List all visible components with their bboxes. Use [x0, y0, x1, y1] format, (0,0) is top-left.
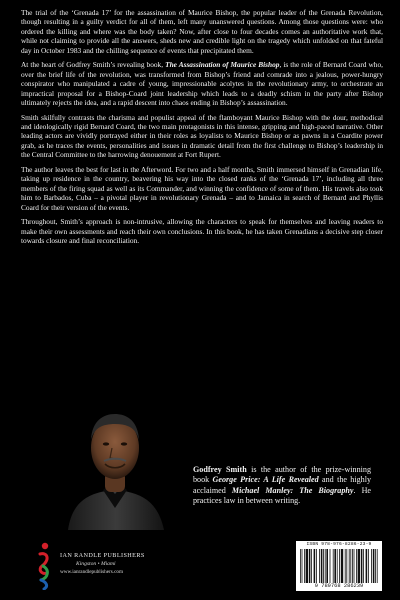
- barcode-bar: [323, 549, 324, 583]
- barcode-bar: [354, 549, 355, 583]
- barcode-bar: [333, 549, 334, 583]
- barcode-bar: [350, 549, 351, 583]
- barcode-bar: [321, 549, 323, 583]
- publisher-logo-icon: [34, 542, 56, 590]
- barcode-bar: [330, 549, 331, 583]
- author-bio: [193, 465, 371, 507]
- barcode-bar: [302, 549, 303, 583]
- barcode-bar: [375, 549, 376, 583]
- barcode-bar: [309, 549, 311, 583]
- barcode-bar: [339, 549, 340, 583]
- barcode-bar: [346, 549, 347, 583]
- bio-text-run: is the author of the prize-winning book: [193, 465, 371, 485]
- barcode-bar: [361, 549, 363, 583]
- barcode-bar: [366, 549, 368, 583]
- barcode-bars: [300, 549, 378, 583]
- isbn-digits: 9 789768 286239: [314, 583, 364, 589]
- blurb-text-run: , is the role of Bernard Coard who, over the brief life of the revolution, was transformed from Bishop’s friend and comrade into a jealous, power-hungry conspirator who manipulated a cadre of young, impressionable acolytes in the revolutionary army, to orchestrate an impractical proposal for a Bishop-Coard joint leadership which leads to a deadly schism in the party after Bishop ultimately rejects the idea, and a rapid descent into chaos ending in Bishop’s assassination.: [21, 60, 383, 108]
- author-book-1: George Price: A Life Revealed: [212, 475, 319, 485]
- barcode-bar: [349, 549, 350, 583]
- barcode-bar: [311, 549, 312, 583]
- bio-text-run: and the highly acclaimed: [193, 475, 371, 495]
- barcode-bar: [316, 549, 317, 583]
- author-name: Godfrey Smith: [193, 465, 247, 474]
- blurb-paragraph-4: The author leaves the best for last in the Afterword. For two and a half months, Smith immersed himself in Grenadian life, taking up residence in the country, beavering his way into the closed ranks of the ‘Grenada 17’, including all three members of the firing squad as well as its Commander, and winning the confidence of some of them. His travels also took him to Barbados, Cuba – a pivotal player in revolutionary Grenada – and to Jamaica in search of Bernard and Phyllis Coard for their version of the events.: [21, 164, 383, 212]
- blurb-text: [21, 8, 383, 250]
- blurb-paragraph-5: Throughout, Smith’s approach is non-intrusive, allowing the characters to speak for themselves and leaving readers to make their own assessments and reach their own conclusions. In this book, he has taken Grenadians a decisive step closer towards closure and final reconciliation.: [21, 217, 383, 245]
- book-title: The Assassination of Maurice Bishop: [165, 60, 280, 70]
- publisher-url: www.ianrandlepublishers.com: [60, 569, 124, 575]
- barcode-bar: [368, 549, 369, 583]
- barcode-bar: [358, 549, 360, 583]
- author-book-2: Michael Manley: The Biography: [231, 485, 354, 495]
- blurb-text-run: At the heart of Godfrey Smith’s revealing book,: [21, 60, 166, 70]
- barcode-bar: [326, 549, 328, 583]
- barcode-bar: [352, 549, 353, 583]
- barcode-bar: [325, 549, 326, 583]
- isbn-label: ISBN 978-976-8286-23-9: [306, 542, 372, 547]
- barcode-bar: [345, 549, 346, 583]
- publisher-locations: Kingston • Miami: [76, 561, 116, 567]
- barcode-bar: [334, 549, 336, 583]
- barcode-bar: [319, 549, 320, 583]
- barcode-bar: [377, 549, 378, 583]
- barcode-bar: [300, 549, 301, 583]
- barcode-bar: [363, 549, 364, 583]
- blurb-paragraph-1: The trial of the ‘Grenada 17’ for the assassination of Maurice Bishop, the popular leader of the Grenada Revolution, though resulting in a guilty verdict for all of them, left many unanswered questions. Among those questions were: who ordered the killing and where was the body taken? Now, after close to four decades comes an authoritative work that, while not claiming to provide all the answers, sheds new and credible light on the tragedy which unfolded on that fateful day in October 1983 and the chilling sequence of events that precipitated them.: [21, 8, 383, 55]
- blurb-paragraph-2: [21, 60, 383, 107]
- blurb-paragraph-3: Smith skilfully contrasts the charisma and populist appeal of the flamboyant Maurice Bishop with the dour, methodical and ideologically rigid Bernard Coard, the two main protagonists in this intense, gripping and high-paced narrative. Other leading actors are vividly portrayed either in their roles as loyalists to Maurice Bishop or as pawns in a Coardite power grab, as he traces the events, personalities and issues in dramatic detail from the first challenge to Bishop’s leadership in the Central Committee to the harrowing denouement at Fort Rupert.: [21, 112, 383, 160]
- publisher-name: IAN RANDLE PUBLISHERS: [60, 552, 145, 559]
- publisher-block: [18, 538, 145, 596]
- barcode-bar: [304, 549, 305, 583]
- barcode-bar: [306, 549, 308, 583]
- barcode-bar: [314, 549, 316, 583]
- barcode-bar: [373, 549, 375, 583]
- barcode-bar: [371, 549, 372, 583]
- barcode-bar: [356, 549, 357, 583]
- bio-text-run: . He practices law in between writing.: [193, 485, 372, 506]
- barcode-bar: [341, 549, 343, 583]
- author-photo: [60, 398, 170, 530]
- barcode-bar: [337, 549, 338, 583]
- isbn-barcode: [296, 541, 382, 591]
